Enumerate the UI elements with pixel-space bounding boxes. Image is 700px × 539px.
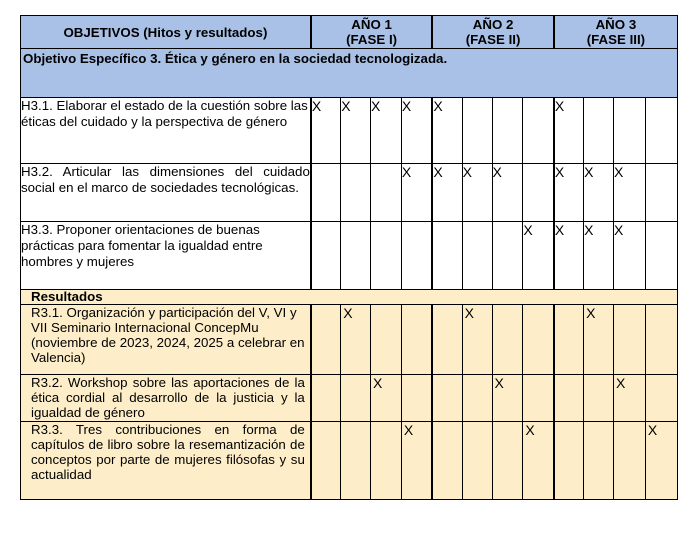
phase-mark-cell: X: [341, 305, 371, 375]
phase-mark-cell: X: [462, 305, 492, 375]
phase-mark-cell: X: [432, 98, 462, 164]
phase-mark-cell: [554, 422, 584, 500]
objective-title: Objetivo Específico 3. Ética y género en la sociedad tecnologizada.: [21, 49, 678, 98]
phase-mark-cell: X: [614, 375, 646, 422]
result-row: [21, 422, 678, 500]
year-1-phase: (FASE I): [346, 32, 398, 47]
result-label: R3.2. Workshop sobre las aportaciones de la ética cordial al desarrollo de la justicia y la igualdad de género: [21, 375, 311, 422]
objectives-header: OBJETIVOS (Hitos y resultados): [21, 16, 311, 49]
phase-mark-cell: X: [614, 222, 646, 290]
phase-mark-cell: [462, 98, 492, 164]
phase-mark-cell: [554, 305, 584, 375]
phase-mark-cell: [371, 222, 402, 290]
phase-mark-cell: X: [584, 222, 614, 290]
phase-mark-cell: [432, 305, 462, 375]
milestone-row: [21, 222, 678, 290]
year-3-label: AÑO 3: [595, 17, 637, 32]
phase-mark-cell: [523, 305, 554, 375]
phase-mark-cell: [645, 164, 677, 222]
objective-row: [21, 49, 678, 98]
phase-mark-cell: [645, 98, 677, 164]
phase-mark-cell: [311, 375, 341, 422]
phase-mark-cell: X: [371, 98, 402, 164]
header-row: [21, 16, 678, 49]
results-heading: Resultados: [21, 290, 678, 305]
phase-mark-cell: [341, 375, 371, 422]
phase-mark-cell: [523, 375, 554, 422]
phase-mark-cell: [311, 422, 341, 500]
phase-mark-cell: [311, 305, 341, 375]
phase-mark-cell: X: [492, 375, 523, 422]
year-3-header: [554, 16, 678, 49]
phase-mark-cell: X: [645, 422, 677, 500]
result-label: R3.3. Tres contribuciones en forma de capítulos de libro sobre la resemantización de conceptos por parte de mujeres filósofas y su actualidad: [21, 422, 311, 500]
phase-mark-cell: [432, 222, 462, 290]
phase-mark-cell: [584, 375, 614, 422]
phase-mark-cell: [432, 375, 462, 422]
phase-mark-cell: [492, 305, 523, 375]
phase-mark-cell: [371, 305, 402, 375]
phase-mark-cell: X: [584, 305, 614, 375]
milestone-label: H3.2. Articular las dimensiones del cuidado social en el marco de sociedades tecnológicas.: [21, 164, 311, 222]
phase-mark-cell: [311, 222, 341, 290]
phase-mark-cell: X: [401, 98, 432, 164]
phase-mark-cell: X: [432, 164, 462, 222]
phase-mark-cell: [462, 375, 492, 422]
phase-mark-cell: X: [584, 164, 614, 222]
milestone-label: H3.1. Elaborar el estado de la cuestión sobre las éticas del cuidado y la perspectiva de género: [21, 98, 311, 164]
phase-mark-cell: [401, 222, 432, 290]
milestone-label: H3.3. Proponer orientaciones de buenas prácticas para fomentar la igualdad entre hombres y mujeres: [21, 222, 311, 290]
phase-mark-cell: [492, 98, 523, 164]
phase-mark-cell: X: [371, 375, 402, 422]
phase-mark-cell: X: [523, 422, 554, 500]
phase-mark-cell: [645, 305, 677, 375]
phase-mark-cell: X: [614, 164, 646, 222]
phase-mark-cell: [341, 222, 371, 290]
phase-mark-cell: [401, 305, 432, 375]
phase-mark-cell: X: [401, 422, 432, 500]
phase-mark-cell: [614, 422, 646, 500]
phase-mark-cell: [614, 305, 646, 375]
phase-mark-cell: [311, 164, 341, 222]
year-1-header: [311, 16, 432, 49]
year-2-phase: (FASE II): [465, 32, 521, 47]
phase-mark-cell: [341, 422, 371, 500]
milestone-row: [21, 164, 678, 222]
phase-mark-cell: X: [554, 164, 584, 222]
milestone-row: [21, 98, 678, 164]
phase-mark-cell: [401, 375, 432, 422]
phase-mark-cell: [584, 98, 614, 164]
result-row: [21, 305, 678, 375]
phase-mark-cell: X: [554, 222, 584, 290]
phase-mark-cell: [523, 98, 554, 164]
phase-mark-cell: X: [523, 222, 554, 290]
phase-mark-cell: [584, 422, 614, 500]
phase-mark-cell: X: [401, 164, 432, 222]
phase-mark-cell: [523, 164, 554, 222]
year-1-label: AÑO 1: [351, 17, 392, 32]
results-header-row: [21, 290, 678, 305]
phase-mark-cell: [462, 422, 492, 500]
phase-mark-cell: [492, 422, 523, 500]
year-3-phase: (FASE III): [586, 32, 646, 47]
phase-mark-cell: X: [492, 164, 523, 222]
phase-mark-cell: X: [462, 164, 492, 222]
phase-mark-cell: X: [554, 98, 584, 164]
phase-mark-cell: [554, 375, 584, 422]
result-label: R3.1. Organización y participación del V, VI y VII Seminario Internacional ConcepMu (noviembre de 2023, 2024, 2025 a celebrar en Valencia): [21, 305, 311, 375]
phase-mark-cell: [432, 422, 462, 500]
year-2-header: [432, 16, 553, 49]
phase-mark-cell: X: [311, 98, 341, 164]
phase-mark-cell: [645, 222, 677, 290]
phase-mark-cell: X: [341, 98, 371, 164]
phase-mark-cell: [371, 422, 402, 500]
work-plan-table: [20, 15, 678, 500]
phase-mark-cell: [462, 222, 492, 290]
phase-mark-cell: [614, 98, 646, 164]
phase-mark-cell: [371, 164, 402, 222]
year-2-label: AÑO 2: [472, 17, 514, 32]
phase-mark-cell: [492, 222, 523, 290]
phase-mark-cell: [645, 375, 677, 422]
result-row: [21, 375, 678, 422]
phase-mark-cell: [341, 164, 371, 222]
